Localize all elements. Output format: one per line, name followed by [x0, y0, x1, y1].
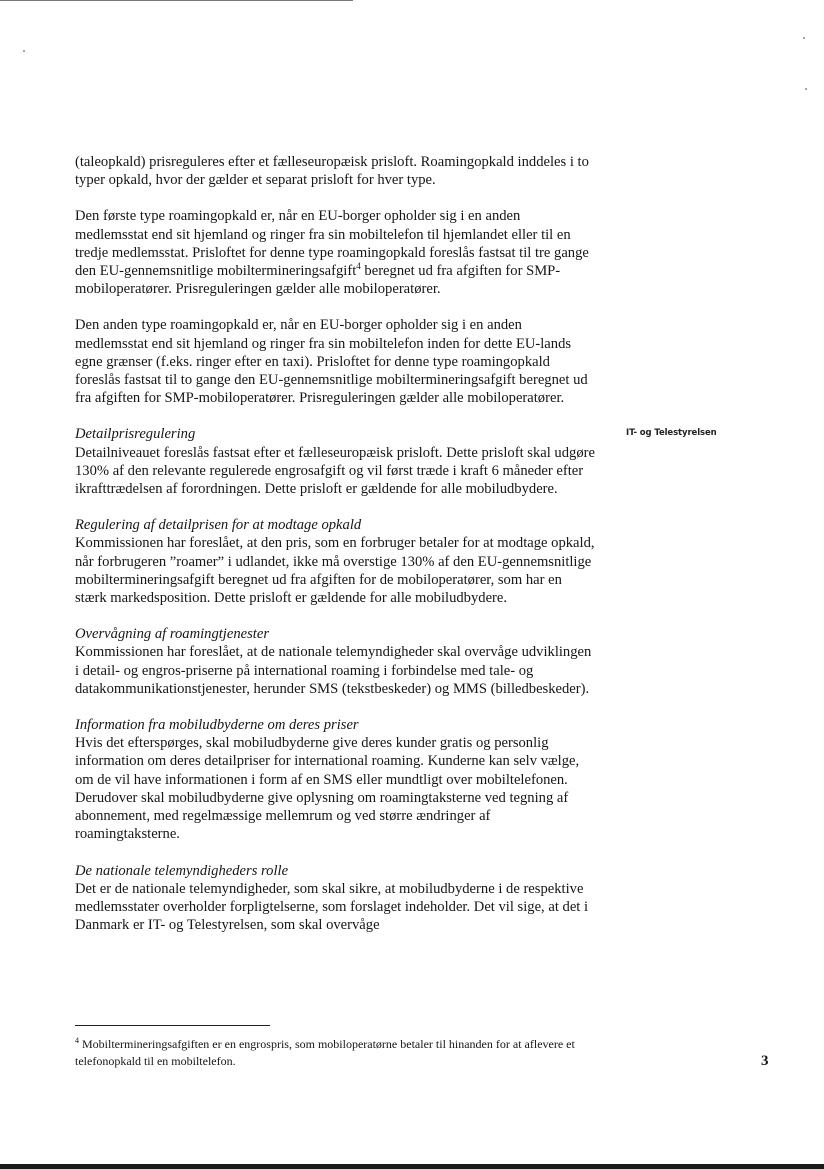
- paragraph-text: Den første type roamingopkald er, når en EU-borger opholder sig i en anden medlemsstat end sit hjemland og ringer fra sin mobiltelefon til hjemlandet eller til en tredje medlemsstat. Prisloftet for denne type roamingopkald foreslås fastsat til tre gange den EU-gennemsnitlige mobiltermineringsafgift: [75, 208, 589, 280]
- scan-speck: [805, 88, 807, 90]
- paragraph: [75, 207, 595, 298]
- paragraph: Den anden type roamingopkald er, når en EU-borger opholder sig i en anden medlemsstat end sit hjemland og ringer fra sin mobiltelefon inden for dette EU-lands egne grænser (f.eks. ringer efter en taxi). Prisloftet for denne type roamingopkald foreslås fastsat til to gange den EU-gennemsnitlige mobiltermineringsafgift beregnet ud fra afgiften for SMP-mobiloperatører. Prisreguleringen gælder alle mobiloperatører.: [75, 317, 588, 407]
- section-heading: Detailprisregulering: [75, 426, 196, 443]
- section-heading: Regulering af detailprisen for at modtage opkald: [75, 517, 362, 534]
- section-text: Kommissionen har foreslået, at den pris, som en forbruger betaler for at modtage opkald, når forbrugeren ”roamer” i udlandet, ikke må overstige 130% af den EU-gennemsnitlige mobiltermineringsafgift beregnet ud fra afgiften for de mobiloperatører, som har en stærk markedsposition. Dette prisloft er gældende for alle mobiludbydere.: [75, 535, 595, 607]
- margin-label: IT- og Telestyrelsen: [626, 428, 717, 438]
- section-text: Det er de nationale telemyndigheder, som skal sikre, at mobiludbyderne i de respektive medlemsstater overholder forpligtelserne, som forslaget indeholder. Det vil sige, at det i Danmark er IT- og Telestyrelsen, som skal overvåge: [75, 880, 589, 934]
- document-body: [75, 153, 595, 952]
- paragraph: (taleopkald) prisreguleres efter et fælleseuropæisk prisloft. Roamingopkald inddeles i to typer opkald, hvor der gælder et separat prisloft for hver type.: [75, 154, 589, 189]
- footnote-text: Mobiltermineringsafgiften er en engrospris, som mobiloperatørne betaler til hinanden for at aflevere et telefonopkald til en mobiltelefon.: [75, 1037, 575, 1068]
- section-text: Hvis det efterspørges, skal mobiludbyderne give deres kunder gratis og personlig information om deres detailpriser for international roaming. Kunderne kan selv vælge, om de vil have informationen i form af en SMS eller mundtligt over mobiltelefonen. Derudover skal mobiludbyderne give oplysning om roamingtaksterne ved tegning af abonnement, med regelmæssige mellemrum og ved større ændringer af roamingtaksterne.: [75, 735, 580, 843]
- section-heading: Overvågning af roamingtjenester: [75, 626, 270, 643]
- page-number: 3: [761, 1053, 769, 1069]
- section-heading: Information fra mobiludbyderne om deres priser: [75, 717, 359, 734]
- scan-speck: [23, 50, 25, 52]
- section-heading: De nationale telemyndigheders rolle: [75, 862, 289, 879]
- section-text: Detailniveauet foreslås fastsat efter et fælleseuropæisk prisloft. Dette prisloft skal udgøre 130% af den relevante regulerede engrosafgift og vil først træde i kraft 6 måneder efter ikrafttrædelsen af forordningen. Dette prisloft er gældende for alle mobiludbydere.: [75, 444, 595, 498]
- bottom-edge-bar: [0, 1164, 824, 1169]
- footnote-divider: [75, 1025, 270, 1026]
- footnote-number: 4: [75, 1036, 79, 1045]
- scan-speck: [803, 37, 805, 39]
- top-edge-line: [0, 0, 353, 1]
- paragraph-text: beregnet ud fra afgiften for SMP-mobiloperatører. Prisreguleringen gælder alle mobiloperatører.: [75, 263, 561, 298]
- footnote: [75, 1036, 595, 1070]
- section-text: Kommissionen har foreslået, at de nationale telemyndigheder skal overvåge udviklingen i detail- og engros-priserne på international roaming i forbindelse med tale- og datakommunikationstjenester, herunder SMS (tekstbeskeder) og MMS (billedbeskeder).: [75, 644, 592, 697]
- footnote-reference: 4: [356, 261, 361, 272]
